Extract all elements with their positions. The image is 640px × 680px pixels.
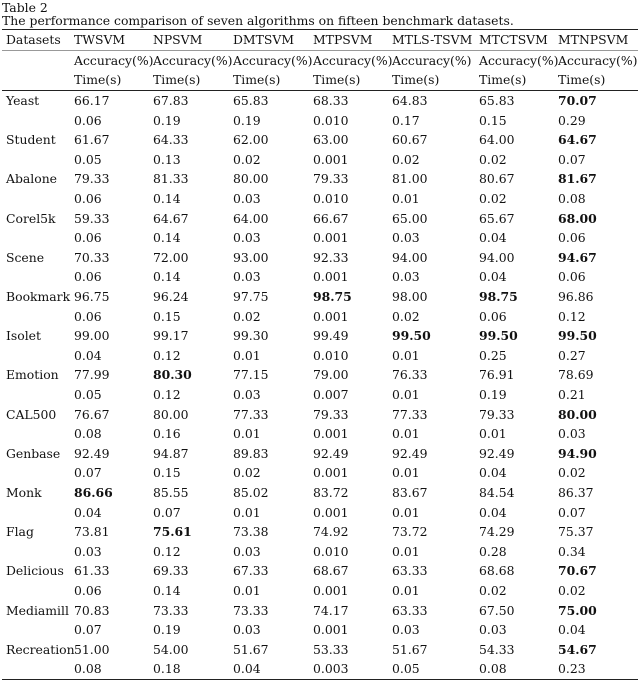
time-cell: 0.001	[313, 308, 349, 324]
dataset-name: Emotion	[6, 367, 59, 383]
accuracy-cell: 92.49	[74, 445, 110, 461]
time-cell: 0.03	[392, 269, 420, 285]
accuracy-cell: 73.81	[74, 524, 110, 540]
accuracy-cell: 83.72	[313, 484, 349, 500]
time-cell: 0.03	[558, 426, 586, 442]
time-cell: 0.02	[233, 308, 261, 324]
table-row	[2, 248, 638, 268]
time-cell: 0.03	[233, 230, 261, 246]
time-cell: 0.13	[153, 151, 181, 167]
table-body	[2, 90, 638, 679]
accuracy-cell: 99.50	[558, 328, 597, 344]
algorithm-header: NPSVM	[149, 30, 229, 51]
accuracy-cell: 54.00	[153, 641, 189, 657]
table-row	[2, 130, 638, 150]
time-cell: 0.01	[392, 426, 420, 442]
algorithm-header: MTLS-TSVM	[388, 30, 475, 51]
accuracy-cell: 61.67	[74, 132, 110, 148]
table-row	[2, 581, 638, 601]
header-row-time	[2, 70, 638, 90]
time-header: Time(s)	[475, 70, 554, 90]
table-row	[2, 502, 638, 522]
time-cell: 0.04	[479, 465, 507, 481]
time-cell: 0.05	[74, 386, 102, 402]
table-row	[2, 463, 638, 483]
time-cell: 0.06	[74, 230, 102, 246]
header-row-accuracy	[2, 50, 638, 70]
time-cell: 0.23	[554, 659, 638, 679]
accuracy-cell: 76.91	[479, 367, 515, 383]
accuracy-cell: 64.83	[392, 93, 428, 109]
accuracy-cell: 81.33	[153, 171, 189, 187]
accuracy-header: Accuracy(%)	[392, 52, 472, 68]
time-cell: 0.001	[313, 230, 349, 246]
table-row	[2, 267, 638, 287]
accuracy-cell: 53.33	[313, 641, 349, 657]
accuracy-cell: 79.33	[313, 171, 349, 187]
time-cell: 0.001	[313, 622, 349, 638]
accuracy-cell: 73.33	[233, 602, 269, 618]
time-cell: 0.08	[70, 659, 149, 679]
accuracy-cell: 66.17	[74, 93, 110, 109]
time-cell: 0.01	[392, 386, 420, 402]
time-cell: 0.16	[153, 426, 181, 442]
time-cell: 0.06	[558, 230, 586, 246]
time-cell: 0.02	[479, 191, 507, 207]
time-cell: 0.03	[233, 386, 261, 402]
accuracy-cell: 97.75	[233, 289, 269, 305]
accuracy-cell: 92.33	[313, 249, 349, 265]
accuracy-cell: 68.00	[558, 210, 597, 226]
accuracy-cell: 63.33	[392, 602, 428, 618]
table-row	[2, 208, 638, 228]
time-cell: 0.02	[392, 151, 420, 167]
accuracy-cell: 68.33	[313, 93, 349, 109]
time-cell: 0.04	[229, 659, 309, 679]
time-cell: 0.04	[558, 622, 586, 638]
time-cell: 0.08	[558, 191, 586, 207]
table-caption	[0, 1, 640, 27]
time-cell: 0.14	[153, 191, 181, 207]
table-label: Table 2	[2, 0, 48, 15]
accuracy-cell: 94.90	[558, 445, 597, 461]
accuracy-cell: 94.00	[479, 249, 515, 265]
accuracy-cell: 76.33	[392, 367, 428, 383]
algorithm-header: DMTSVM	[229, 30, 309, 51]
accuracy-header: Accuracy(%)	[313, 52, 393, 68]
time-cell: 0.03	[233, 269, 261, 285]
accuracy-cell: 79.33	[479, 406, 515, 422]
time-cell: 0.28	[479, 543, 507, 559]
time-header: Time(s)	[309, 70, 388, 90]
accuracy-cell: 99.30	[233, 328, 269, 344]
accuracy-cell: 73.33	[153, 602, 189, 618]
time-cell: 0.010	[313, 112, 349, 128]
accuracy-cell: 94.87	[153, 445, 189, 461]
time-cell: 0.05	[388, 659, 475, 679]
accuracy-cell: 67.50	[479, 602, 515, 618]
time-cell: 0.03	[233, 622, 261, 638]
accuracy-cell: 84.54	[479, 484, 515, 500]
accuracy-cell: 70.33	[74, 249, 110, 265]
accuracy-cell: 74.29	[479, 524, 515, 540]
time-cell: 0.08	[475, 659, 554, 679]
table-row	[2, 306, 638, 326]
accuracy-cell: 68.68	[479, 563, 515, 579]
time-cell: 0.07	[153, 504, 181, 520]
accuracy-header: Accuracy(%)	[558, 52, 638, 68]
dataset-name: Genbase	[6, 445, 61, 461]
time-cell: 0.04	[479, 504, 507, 520]
time-cell: 0.010	[313, 191, 349, 207]
accuracy-cell: 64.67	[153, 210, 189, 226]
time-cell: 0.18	[149, 659, 229, 679]
accuracy-header: Accuracy(%)	[233, 52, 313, 68]
accuracy-cell: 75.00	[558, 602, 597, 618]
dataset-name: Flag	[6, 524, 34, 540]
table-row	[2, 443, 638, 463]
time-cell: 0.01	[392, 543, 420, 559]
accuracy-cell: 78.69	[558, 367, 594, 383]
accuracy-cell: 69.33	[153, 563, 189, 579]
dataset-name: Scene	[6, 249, 45, 265]
time-cell: 0.01	[392, 504, 420, 520]
time-cell: 0.03	[233, 191, 261, 207]
time-cell: 0.04	[74, 347, 102, 363]
time-cell: 0.01	[392, 465, 420, 481]
accuracy-cell: 65.00	[392, 210, 428, 226]
accuracy-cell: 98.75	[479, 289, 518, 305]
time-cell: 0.19	[153, 112, 181, 128]
accuracy-cell: 65.83	[233, 93, 269, 109]
accuracy-cell: 54.67	[558, 641, 597, 657]
dataset-name: CAL500	[6, 406, 57, 422]
accuracy-cell: 89.83	[233, 445, 269, 461]
algorithm-header: MTCTSVM	[475, 30, 554, 51]
dataset-name: Bookmark	[6, 289, 71, 305]
time-cell: 0.02	[558, 582, 586, 598]
header-row-algorithms	[2, 30, 638, 51]
time-cell: 0.03	[74, 543, 102, 559]
time-cell: 0.001	[313, 426, 349, 442]
accuracy-cell: 79.00	[313, 367, 349, 383]
accuracy-cell: 65.83	[479, 93, 515, 109]
time-cell: 0.29	[558, 112, 586, 128]
table-row	[2, 110, 638, 130]
accuracy-cell: 54.33	[479, 641, 515, 657]
accuracy-cell: 62.00	[233, 132, 269, 148]
time-cell: 0.19	[153, 622, 181, 638]
accuracy-header: Accuracy(%)	[153, 52, 233, 68]
accuracy-cell: 96.86	[558, 289, 594, 305]
table-caption-text: The performance comparison of seven algorithms on fifteen benchmark datasets.	[2, 13, 514, 28]
accuracy-cell: 80.67	[479, 171, 515, 187]
accuracy-header: Accuracy(%)	[74, 52, 154, 68]
accuracy-cell: 64.00	[479, 132, 515, 148]
time-cell: 0.06	[74, 191, 102, 207]
time-cell: 0.12	[153, 386, 181, 402]
time-cell: 0.14	[153, 269, 181, 285]
accuracy-cell: 96.24	[153, 289, 189, 305]
time-cell: 0.06	[479, 308, 507, 324]
accuracy-cell: 92.49	[479, 445, 515, 461]
table-row	[2, 659, 638, 679]
accuracy-cell: 66.67	[313, 210, 349, 226]
time-cell: 0.06	[74, 112, 102, 128]
accuracy-cell: 77.99	[74, 367, 110, 383]
table-row	[2, 189, 638, 209]
accuracy-cell: 80.00	[233, 171, 269, 187]
time-cell: 0.12	[153, 347, 181, 363]
accuracy-cell: 99.17	[153, 328, 189, 344]
accuracy-cell: 86.37	[558, 484, 594, 500]
time-header: Time(s)	[149, 70, 229, 90]
time-cell: 0.010	[313, 347, 349, 363]
time-cell: 0.14	[153, 230, 181, 246]
accuracy-cell: 67.83	[153, 93, 189, 109]
time-cell: 0.02	[233, 151, 261, 167]
accuracy-cell: 72.00	[153, 249, 189, 265]
time-cell: 0.001	[313, 582, 349, 598]
accuracy-cell: 64.00	[233, 210, 269, 226]
accuracy-cell: 92.49	[313, 445, 349, 461]
time-cell: 0.04	[74, 504, 102, 520]
time-cell: 0.02	[233, 465, 261, 481]
time-cell: 0.01	[392, 191, 420, 207]
accuracy-cell: 76.67	[74, 406, 110, 422]
accuracy-cell: 77.15	[233, 367, 269, 383]
datasets-header: Datasets	[2, 30, 70, 51]
table-row	[2, 90, 638, 110]
time-cell: 0.01	[392, 347, 420, 363]
time-cell: 0.06	[74, 308, 102, 324]
time-cell: 0.001	[313, 151, 349, 167]
time-cell: 0.06	[558, 269, 586, 285]
accuracy-cell: 74.17	[313, 602, 349, 618]
accuracy-cell: 73.72	[392, 524, 428, 540]
table-row	[2, 385, 638, 405]
accuracy-cell: 99.49	[313, 328, 349, 344]
time-cell: 0.12	[558, 308, 586, 324]
time-cell: 0.02	[558, 465, 586, 481]
time-cell: 0.04	[479, 230, 507, 246]
time-cell: 0.06	[74, 582, 102, 598]
time-cell: 0.03	[479, 622, 507, 638]
accuracy-cell: 94.67	[558, 249, 597, 265]
time-cell: 0.02	[479, 151, 507, 167]
time-cell: 0.01	[233, 582, 261, 598]
table-row	[2, 522, 638, 542]
accuracy-cell: 75.61	[153, 524, 192, 540]
table-row	[2, 228, 638, 248]
accuracy-cell: 70.83	[74, 602, 110, 618]
table-row	[2, 365, 638, 385]
time-cell: 0.21	[558, 386, 586, 402]
accuracy-cell: 75.37	[558, 524, 594, 540]
dataset-name: Corel5k	[6, 210, 56, 226]
performance-table	[2, 29, 638, 680]
accuracy-cell: 93.00	[233, 249, 269, 265]
table-row	[2, 541, 638, 561]
accuracy-cell: 59.33	[74, 210, 110, 226]
accuracy-cell: 60.67	[392, 132, 428, 148]
time-cell: 0.02	[392, 308, 420, 324]
accuracy-cell: 85.02	[233, 484, 269, 500]
accuracy-cell: 80.00	[558, 406, 597, 422]
table-row	[2, 169, 638, 189]
table-row	[2, 404, 638, 424]
accuracy-cell: 61.33	[74, 563, 110, 579]
accuracy-cell: 85.55	[153, 484, 189, 500]
time-cell: 0.07	[558, 151, 586, 167]
accuracy-cell: 70.67	[558, 563, 597, 579]
accuracy-cell: 63.00	[313, 132, 349, 148]
accuracy-cell: 74.92	[313, 524, 349, 540]
table-row	[2, 287, 638, 307]
dataset-name: Delicious	[6, 563, 64, 579]
time-cell: 0.05	[74, 151, 102, 167]
time-header: Time(s)	[554, 70, 638, 90]
time-cell: 0.003	[309, 659, 388, 679]
accuracy-header: Accuracy(%)	[479, 52, 559, 68]
accuracy-cell: 80.00	[153, 406, 189, 422]
accuracy-cell: 94.00	[392, 249, 428, 265]
dataset-name: Recreation	[6, 641, 75, 657]
accuracy-cell: 92.49	[392, 445, 428, 461]
time-cell: 0.27	[558, 347, 586, 363]
table-row	[2, 483, 638, 503]
accuracy-cell: 77.33	[233, 406, 269, 422]
accuracy-cell: 83.67	[392, 484, 428, 500]
time-cell: 0.06	[74, 269, 102, 285]
time-cell: 0.03	[392, 230, 420, 246]
time-cell: 0.01	[233, 426, 261, 442]
time-cell: 0.01	[392, 582, 420, 598]
time-cell: 0.001	[313, 269, 349, 285]
accuracy-cell: 80.30	[153, 367, 192, 383]
accuracy-cell: 99.50	[392, 328, 431, 344]
time-cell: 0.14	[153, 582, 181, 598]
accuracy-cell: 68.67	[313, 563, 349, 579]
time-cell: 0.15	[479, 112, 507, 128]
time-cell: 0.007	[313, 386, 349, 402]
dataset-name: Monk	[6, 484, 42, 500]
time-cell: 0.17	[392, 112, 420, 128]
table-row	[2, 600, 638, 620]
algorithm-header: MTNPSVM	[554, 30, 638, 51]
table-row	[2, 639, 638, 659]
table-row	[2, 620, 638, 640]
accuracy-cell: 64.67	[558, 132, 597, 148]
time-cell: 0.12	[153, 543, 181, 559]
accuracy-cell: 51.00	[74, 641, 110, 657]
time-cell: 0.15	[153, 308, 181, 324]
accuracy-cell: 73.38	[233, 524, 269, 540]
table-row	[2, 424, 638, 444]
accuracy-cell: 99.00	[74, 328, 110, 344]
time-cell: 0.02	[479, 582, 507, 598]
time-cell: 0.010	[313, 543, 349, 559]
accuracy-cell: 70.07	[558, 93, 597, 109]
time-cell: 0.19	[233, 112, 261, 128]
algorithm-header: TWSVM	[70, 30, 149, 51]
time-cell: 0.07	[74, 622, 102, 638]
accuracy-cell: 51.67	[392, 641, 428, 657]
table-row	[2, 346, 638, 366]
time-cell: 0.19	[479, 386, 507, 402]
time-header: Time(s)	[70, 70, 149, 90]
accuracy-cell: 79.33	[74, 171, 110, 187]
time-cell: 0.25	[479, 347, 507, 363]
time-cell: 0.15	[153, 465, 181, 481]
accuracy-cell: 77.33	[392, 406, 428, 422]
algorithm-header: MTPSVM	[309, 30, 388, 51]
dataset-name: Student	[6, 132, 56, 148]
accuracy-cell: 79.33	[313, 406, 349, 422]
dataset-name: Abalone	[6, 171, 58, 187]
time-header: Time(s)	[229, 70, 309, 90]
accuracy-cell: 51.67	[233, 641, 269, 657]
table-row	[2, 561, 638, 581]
accuracy-cell: 81.67	[558, 171, 597, 187]
table-row	[2, 326, 638, 346]
time-cell: 0.03	[233, 543, 261, 559]
dataset-name: Mediamill	[6, 602, 69, 618]
accuracy-cell: 67.33	[233, 563, 269, 579]
accuracy-cell: 64.33	[153, 132, 189, 148]
accuracy-cell: 81.00	[392, 171, 428, 187]
dataset-name: Yeast	[6, 93, 40, 109]
time-cell: 0.03	[392, 622, 420, 638]
time-header: Time(s)	[388, 70, 475, 90]
time-cell: 0.01	[233, 504, 261, 520]
accuracy-cell: 63.33	[392, 563, 428, 579]
time-cell: 0.08	[74, 426, 102, 442]
time-cell: 0.01	[479, 426, 507, 442]
time-cell: 0.34	[558, 543, 586, 559]
time-cell: 0.001	[313, 465, 349, 481]
accuracy-cell: 65.67	[479, 210, 515, 226]
time-cell: 0.01	[233, 347, 261, 363]
time-cell: 0.07	[74, 465, 102, 481]
dataset-name: Isolet	[6, 328, 41, 344]
time-cell: 0.04	[479, 269, 507, 285]
accuracy-cell: 98.75	[313, 289, 352, 305]
accuracy-cell: 96.75	[74, 289, 110, 305]
accuracy-cell: 98.00	[392, 289, 428, 305]
table-row	[2, 150, 638, 170]
time-cell: 0.001	[313, 504, 349, 520]
time-cell: 0.07	[558, 504, 586, 520]
accuracy-cell: 86.66	[74, 484, 113, 500]
accuracy-cell: 99.50	[479, 328, 518, 344]
